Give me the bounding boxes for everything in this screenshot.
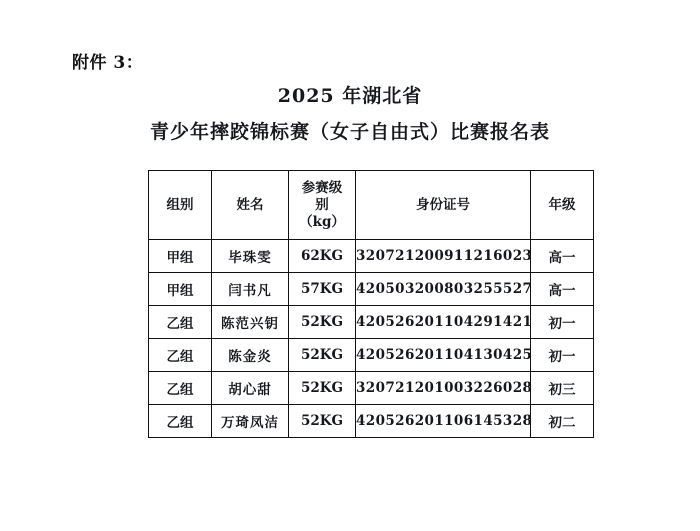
cell-weight: 52KG	[289, 306, 356, 339]
table-row	[149, 273, 594, 306]
document-title	[0, 78, 700, 150]
cell-id-number: 420526201104130425	[356, 339, 531, 372]
header-name: 姓名	[212, 171, 289, 240]
registration-table	[148, 170, 594, 438]
cell-name: 陈金炎	[212, 339, 289, 372]
cell-id-number: 420503200803255527	[356, 273, 531, 306]
header-group: 组别	[149, 171, 212, 240]
cell-weight: 62KG	[289, 240, 356, 273]
cell-id-number: 420526201106145328	[356, 405, 531, 438]
cell-group: 乙组	[149, 372, 212, 405]
header-weight-class	[289, 171, 356, 240]
cell-grade: 初三	[531, 372, 594, 405]
cell-grade: 高一	[531, 273, 594, 306]
cell-id-number: 320721201003226028	[356, 372, 531, 405]
table-row	[149, 240, 594, 273]
cell-group: 乙组	[149, 405, 212, 438]
cell-grade: 高一	[531, 240, 594, 273]
cell-group: 甲组	[149, 240, 212, 273]
cell-name: 毕珠雯	[212, 240, 289, 273]
cell-group: 甲组	[149, 273, 212, 306]
cell-grade: 初一	[531, 339, 594, 372]
registration-table-wrapper	[148, 170, 588, 438]
attachment-label: 附件 3：	[72, 53, 144, 73]
table-row	[149, 405, 594, 438]
cell-weight: 52KG	[289, 372, 356, 405]
table-row	[149, 306, 594, 339]
header-weight-line-2: 别	[315, 196, 329, 213]
header-weight-line-3: （kg）	[299, 213, 345, 230]
cell-grade: 初一	[531, 306, 594, 339]
cell-group: 乙组	[149, 339, 212, 372]
header-grade: 年级	[531, 171, 594, 240]
cell-id-number: 420526201104291421	[356, 306, 531, 339]
cell-weight: 52KG	[289, 405, 356, 438]
cell-name: 闫书凡	[212, 273, 289, 306]
table-row	[149, 339, 594, 372]
cell-weight: 52KG	[289, 339, 356, 372]
cell-weight: 57KG	[289, 273, 356, 306]
table-row	[149, 372, 594, 405]
header-id-number: 身份证号	[356, 171, 531, 240]
cell-name: 万琦凤洁	[212, 405, 289, 438]
cell-name: 陈范兴钥	[212, 306, 289, 339]
cell-name: 胡心甜	[212, 372, 289, 405]
table-header-row	[149, 171, 594, 240]
title-line-2: 青少年摔跤锦标赛（女子自由式）比赛报名表	[149, 121, 550, 143]
cell-id-number: 320721200911216023	[356, 240, 531, 273]
cell-group: 乙组	[149, 306, 212, 339]
title-line-1: 2025 年湖北省	[277, 85, 423, 107]
cell-grade: 初二	[531, 405, 594, 438]
header-weight-line-1: 参赛级	[301, 179, 343, 196]
